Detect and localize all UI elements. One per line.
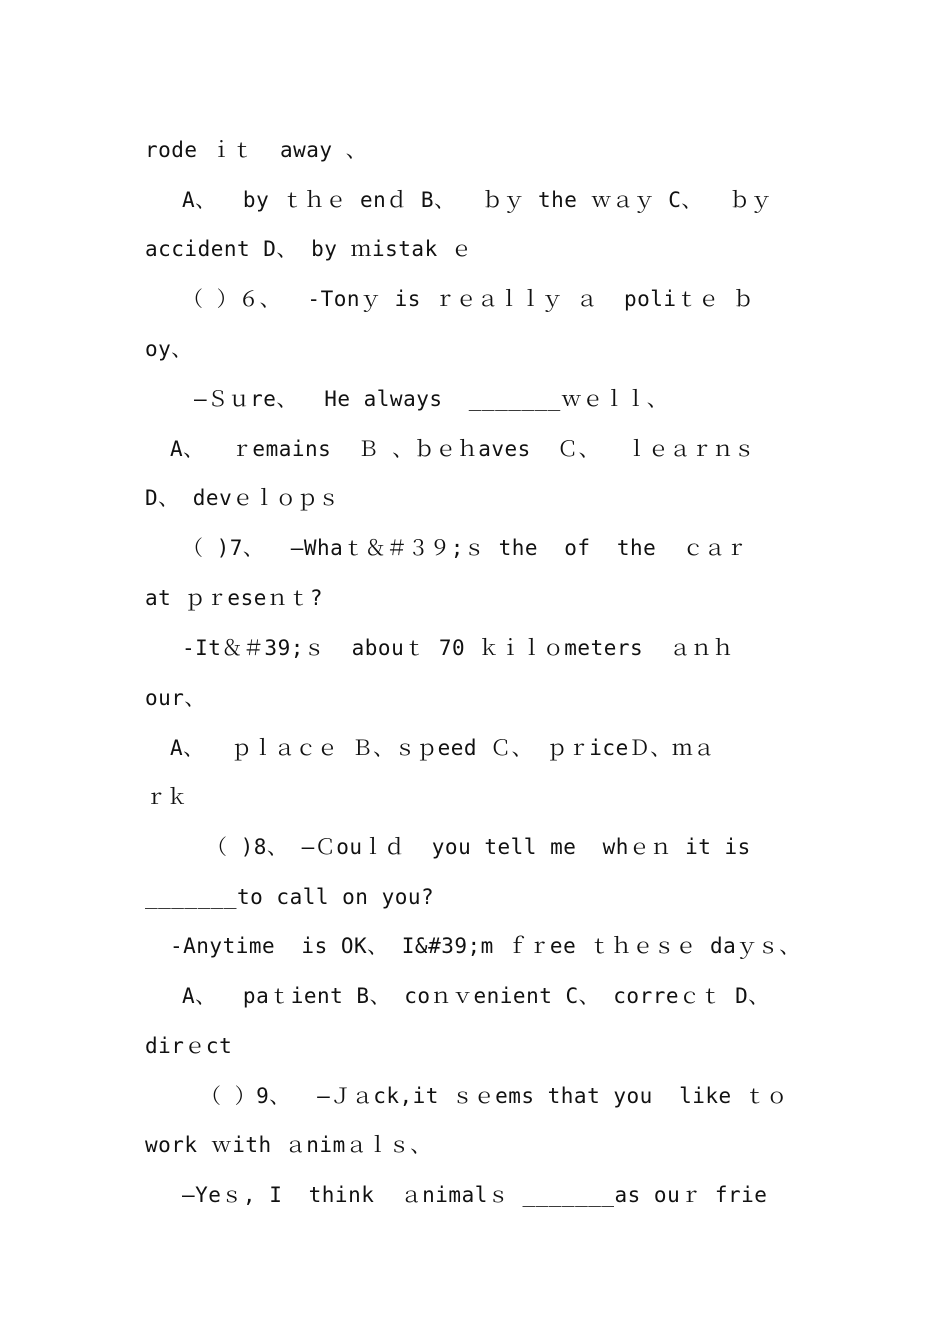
text-line: A、 by ｔｈｅ enｄ B、 ｂｙ the ｗａｙ C、 ｂｙ [182, 188, 773, 212]
text-line: work ｗith ａnimａｌｓ、 [145, 1133, 432, 1157]
text-line: D、 devｅｌｏｐｓ [145, 486, 340, 510]
text-line: （ ）9、 —Ｊａck,it ｓｅems that you like ｔｏ [200, 1084, 788, 1108]
text-line: accident D、 by ｍistak ｅ [145, 237, 473, 261]
text-line: —Yeｓ, I think ａnimalｓ _______as ouｒ frie [182, 1183, 768, 1207]
text-line: at ｐｒeseｎｔ? [145, 586, 324, 610]
text-line: our、 [145, 686, 206, 710]
text-line: A、 ｐｌａｃｅ Ｂ、ｓｐeed Ｃ、 ｐｒiceＤ、ｍａ [170, 736, 715, 760]
text-line: oy、 [145, 337, 193, 361]
text-line: ｒｋ [145, 785, 188, 809]
text-line: （ )8、 —Ｃouｌｄ you tell me whｅｎ it is [206, 835, 751, 859]
text-line: （ ）６、 -Tonｙ is ｒｅａｌｌｙ ａ poliｔｅ ｂ [182, 287, 755, 311]
text-line: A、 paｔient B、 coｎｖenient C、 correｃｔ D、 [182, 984, 770, 1008]
text-line: dirｅct [145, 1034, 233, 1058]
text-line: _______to call on you? [145, 885, 435, 909]
text-line: A、 ｒemains Ｂ 、ｂｅｈaves Ｃ、 ｌｅａｒｎｓ [170, 437, 756, 461]
text-line: —Ｓｕre、 He always _______ｗｅｌｌ、 [194, 387, 669, 411]
text-line: -It＆＃39;ｓ abouｔ 70 ｋｉｌｏmeters ａｎｈ [182, 636, 734, 660]
text-line: （ )7、 —Whaｔ＆＃３９;ｓ the of the ｃａｒ [182, 536, 748, 560]
text-line: -Anytime is OK、 I&#39;m ｆｒee ｔｈｅｓｅ daｙｓ、 [170, 934, 801, 958]
text-line: rode ｉｔ away 、 [145, 138, 368, 162]
